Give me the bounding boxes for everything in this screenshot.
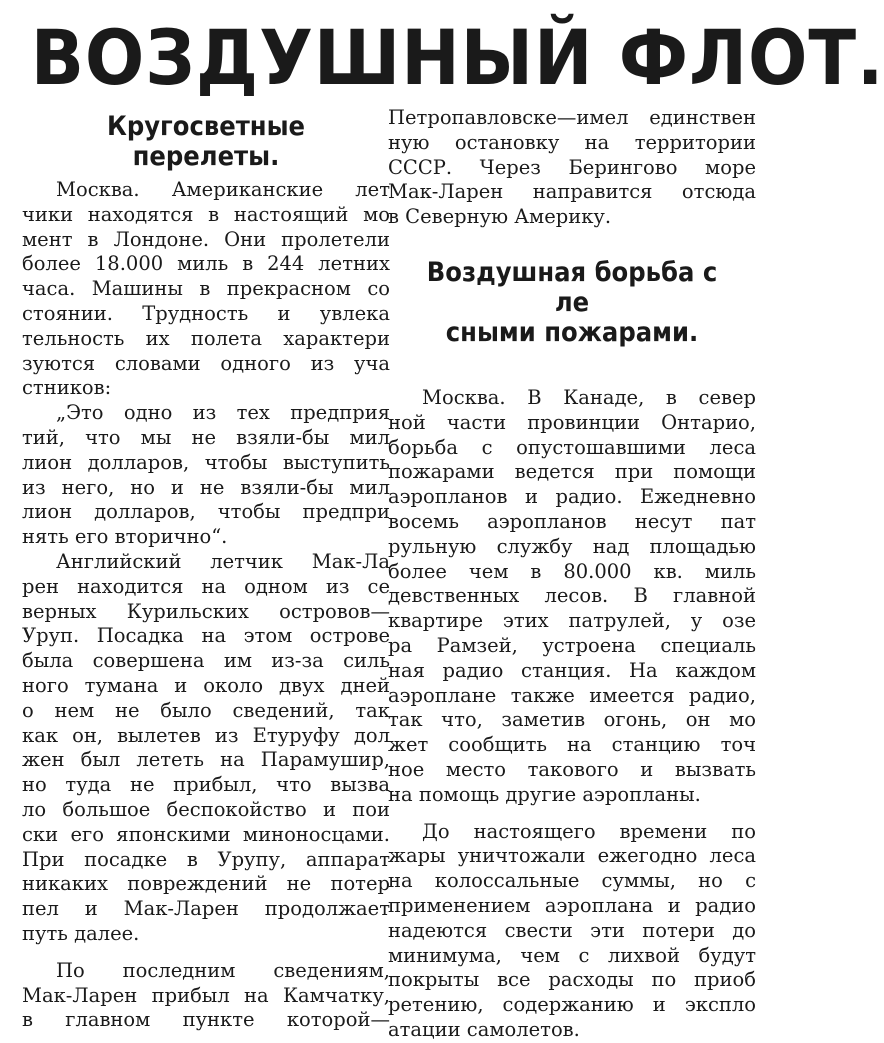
text-line: как он, вылетев из Етуруфу дол	[22, 723, 390, 747]
article2-para1	[388, 386, 756, 808]
article1-quote	[22, 401, 390, 550]
text-line: аэроплане также имеется радио,	[388, 683, 756, 707]
text-line: ретению, содержанию и экспло	[388, 993, 756, 1017]
text-line: СССР. Через Берингово море	[388, 155, 756, 179]
text-line: в Северную Америку.	[388, 205, 612, 229]
article1-continuation	[388, 106, 756, 230]
article1-headline: Кругосветные перелеты.	[106, 111, 306, 172]
text-line: более 18.000 миль в 244 летних	[22, 252, 390, 276]
article1-para1	[22, 178, 390, 401]
text-line: но туда не прибыл, что вызва	[22, 773, 390, 797]
article1-para3	[22, 959, 390, 1033]
text-line: никаких повреждений не потер	[22, 872, 390, 896]
text-line: ную остановку на территории	[388, 130, 756, 154]
text-line: жары уничтожали ежегодно леса	[388, 844, 756, 868]
text-line: ное место такового и вызвать	[388, 757, 756, 781]
text-line: минимума, чем с лихвой будут	[388, 943, 756, 967]
text-line: Мак-Ларен направится отсюда	[388, 180, 756, 204]
text-line: Москва. Американские лет	[56, 178, 390, 201]
article1-body	[22, 178, 390, 1033]
masthead-title: ВОЗДУШНЫЙ ФЛОТ.	[30, 13, 884, 102]
text-line: пожарами ведется при помощи	[388, 460, 756, 484]
text-line: часа. Машины в прекрасном со	[22, 277, 390, 301]
text-line: путь далее.	[22, 921, 140, 945]
text-line: При посадке в Урупу, аппарат	[22, 847, 390, 871]
text-line: ски его японскими миноносцами.	[22, 822, 390, 846]
text-line: стников:	[22, 376, 112, 400]
text-line: верных Курильских островов—	[22, 599, 390, 623]
text-line: чики находятся в настоящий мо	[22, 202, 390, 226]
text-line: восемь аэропланов несут пат	[388, 509, 756, 533]
text-line: аэропланов и радио. Ежедневно	[388, 485, 756, 509]
headline-line: сными пожарами.	[445, 316, 699, 348]
text-line: покрыты все расходы по приоб	[388, 968, 756, 992]
text-line: на помощь другие аэропланы.	[388, 782, 701, 806]
paragraph-gap	[388, 808, 756, 820]
text-line: так что, заметив огонь, он мо	[388, 708, 756, 732]
text-line: о нем не было сведений, так	[22, 698, 390, 722]
text-line: Уруп. Посадка на этом острове	[22, 624, 390, 648]
article2-para2	[388, 820, 756, 1043]
text-line: лион долларов, чтобы выступить	[22, 450, 390, 474]
text-line: „Это одно из тех предприя	[56, 401, 390, 425]
text-line: До настоящего времени по	[422, 819, 756, 843]
left-column	[22, 110, 390, 1033]
text-line: в главном пункте которой—	[22, 1008, 390, 1032]
text-line: По последним сведениям,	[56, 958, 390, 982]
right-column	[388, 106, 756, 1043]
text-line: девственных лесов. В главной	[388, 584, 756, 608]
text-line: жет сообщить на станцию точ	[388, 733, 756, 757]
text-line: была совершена им из-за силь	[22, 649, 390, 673]
text-line: борьба с опустошавшими леса	[388, 435, 756, 459]
article2-body	[388, 386, 756, 1043]
text-line: квартире этих патрулей, у озе	[388, 609, 756, 633]
text-line: Английский летчик Мак-Ла	[56, 549, 390, 573]
text-line: из него, но и не взяли-бы мил	[22, 475, 390, 499]
article1-para2	[22, 550, 390, 947]
text-line: мент в Лондоне. Они пролетели	[22, 227, 390, 251]
text-line: рен находится на одном из се	[22, 574, 390, 598]
text-line: нять его вторично“.	[22, 525, 228, 549]
text-line: стоянии. Трудность и увлека	[22, 301, 390, 325]
text-line: атации самолетов.	[388, 1017, 580, 1041]
text-line: Петропавловске—имел единствен	[388, 106, 756, 129]
text-line: лион долларов, чтобы предпри	[22, 500, 390, 524]
text-line: надеются свести эти потери до	[388, 918, 756, 942]
text-line: жен был лететь на Парамушир,	[22, 748, 390, 772]
text-line: ной части провинции Онтарио,	[388, 410, 756, 434]
headline-line: Воздушная борьба с ле	[426, 256, 718, 318]
text-line: рульную службу над площадью	[388, 534, 756, 558]
text-line: пел и Мак-Ларен продолжает	[22, 897, 390, 921]
text-line: ло большое беспокойство и пои	[22, 797, 390, 821]
article2-headline	[406, 258, 737, 348]
text-line: ного тумана и около двух дней	[22, 673, 390, 697]
text-line: тельность их полета характери	[22, 326, 390, 350]
text-line: Мак-Ларен прибыл на Камчатку,	[22, 983, 390, 1007]
text-line: более чем в 80.000 кв. миль	[388, 559, 756, 583]
text-line: Москва. В Канаде, в север	[422, 385, 756, 409]
paragraph-gap	[22, 947, 390, 959]
text-line: зуются словами одного из уча	[22, 351, 390, 375]
text-line: тий, что мы не взяли-бы мил	[22, 425, 390, 449]
text-line: ра Рамзей, устроена специаль	[388, 633, 756, 657]
text-line: применением аэроплана и радио	[388, 893, 756, 917]
text-line: на колоссальные суммы, но с	[388, 869, 756, 893]
text-line: ная радио станция. На каждом	[388, 658, 756, 682]
